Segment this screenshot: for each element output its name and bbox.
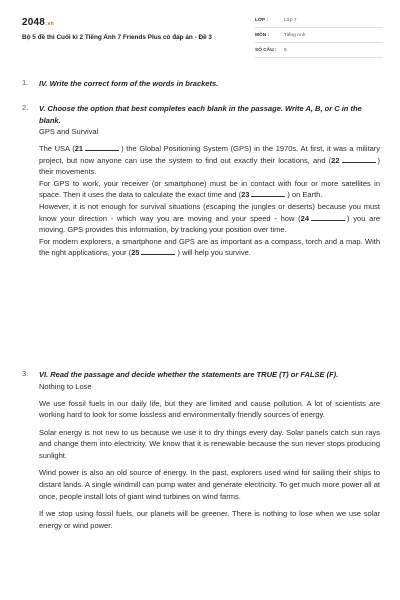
question-item xyxy=(22,78,380,103)
blank-number: 24 xyxy=(300,213,310,223)
question-number: 2. xyxy=(22,103,29,112)
question-heading: IV. Write the correct form of the words in brackets. xyxy=(39,79,219,88)
question-number: 1. xyxy=(22,78,29,87)
passage-title: GPS and Survival xyxy=(39,127,99,136)
meta-key: MÔN : xyxy=(255,33,270,38)
passage-paragraph: If we stop using fossil fuels, our planets will be greener. There is nothing to lose when we use solar energy or wind power. xyxy=(39,509,380,530)
meta-value: Lớp 7 xyxy=(284,18,297,23)
page-header xyxy=(0,0,400,70)
blank-number: 22 xyxy=(331,155,340,165)
passage-paragraph: The USA (21 ) the Global Positioning System (GPS) in the 1970s. At first, it was a military project, but now anyone can use the system to find out exactly their locations, and (22 ) their movements. xyxy=(39,144,380,177)
meta-row-class xyxy=(255,16,383,28)
answer-blank[interactable] xyxy=(342,162,376,163)
passage-paragraph: For GPS to work, your receiver (or smartphone) must be in contact with four or more satellites in space. Then it uses the data to calculate the exact time and (23 ) on Earth. xyxy=(39,178,380,200)
meta-value: 5 xyxy=(284,48,287,53)
question-item xyxy=(22,369,380,531)
passage-title: Nothing to Lose xyxy=(39,381,92,391)
answer-blank[interactable] xyxy=(251,196,285,197)
question-heading: VI. Read the passage and decide whether the statements are TRUE (T) or FALSE (F). xyxy=(39,370,339,379)
question-heading: V. Choose the option that best completes each blank in the passage. Write A, B, or C in the blank. xyxy=(39,104,362,125)
meta-row-question-count xyxy=(255,46,383,58)
passage-paragraph: We use fossil fuels in our daily life, but they are limited and cause pollution. A lot of scientists are working hard to look for some lossless and environmentally friendly sources of energy. xyxy=(39,398,380,420)
question-number: 3. xyxy=(22,369,29,378)
passage-paragraph: Solar energy is not new to us because we use it to dry things every day. Solar panels catch sun rays and change them into electricity. We know that it is renewable because the sun never stops producing sunlight. xyxy=(39,427,380,460)
passage-paragraph: Wind power is also an old source of energy. In the past, explorers used wind for sailing their ships to distant lands. A single windmill can pump water and generate electricity. To get much more power all at once, people install lots of giant wind turbines on wind farms. xyxy=(39,468,380,501)
meta-value: Tiếng Anh xyxy=(284,33,306,38)
meta-key: LỚP : xyxy=(255,18,269,23)
site-logo[interactable]: 2048.vn xyxy=(22,17,54,28)
meta-row-subject xyxy=(255,31,383,43)
question-item xyxy=(22,103,380,369)
passage-paragraph: However, it is not enough for survival situations (escaping the jungles or deserts) because you must know your direction - which way you are moving and your speed - how (24 ) you are moving. GPS provides this information, by tracking your position over time. xyxy=(39,201,380,235)
document-title: Bộ 5 đề thi Cuối kì 2 Tiếng Anh 7 Friends Plus có đáp án - Đề 3 xyxy=(22,34,212,41)
blank-number: 21 xyxy=(74,144,84,153)
answer-blank[interactable] xyxy=(85,150,119,151)
answer-blank[interactable] xyxy=(311,220,345,221)
passage-paragraph: For modern explorers, a smartphone and GPS are as important as a compass, torch and a map. With the right applications, your (25 ) will help you survive. xyxy=(39,236,380,258)
answer-blank[interactable] xyxy=(141,254,175,255)
blank-number: 25 xyxy=(131,248,140,258)
blank-number: 23 xyxy=(241,190,250,200)
question-list xyxy=(22,78,380,531)
meta-key: SỐ CÂU : xyxy=(255,48,277,53)
